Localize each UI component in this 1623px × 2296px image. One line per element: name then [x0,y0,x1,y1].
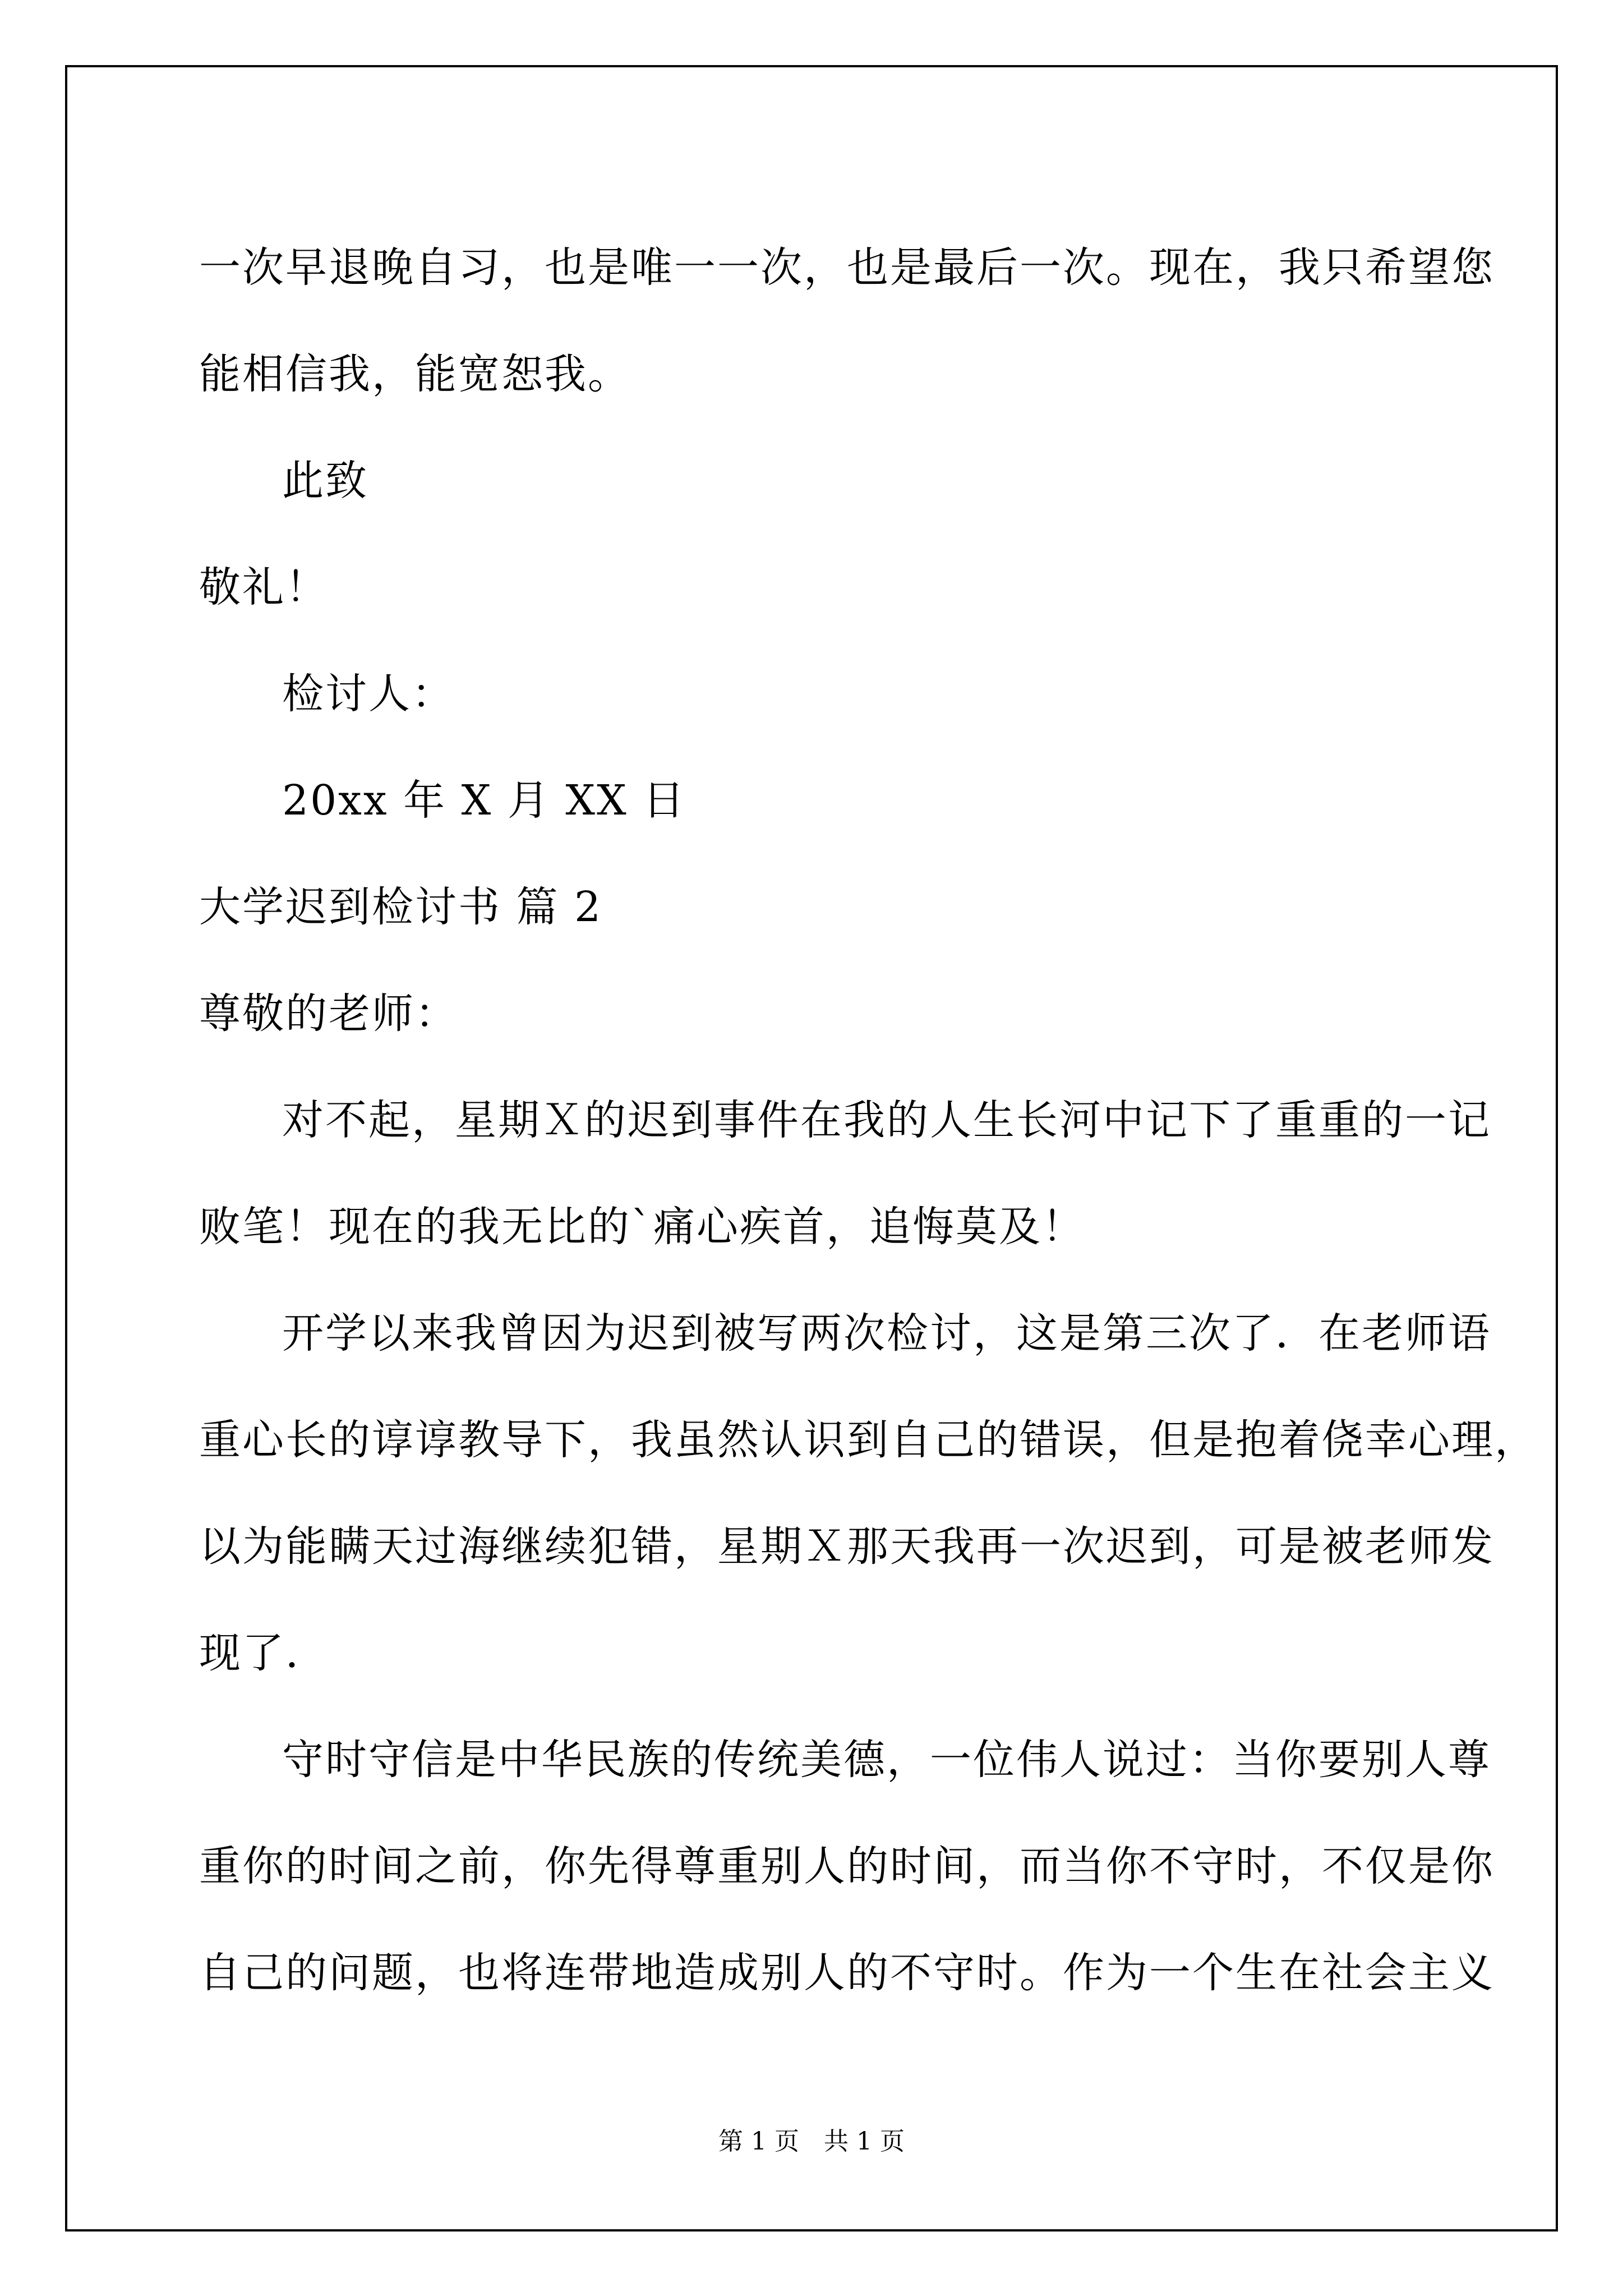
text-line: 20xx 年 X 月 XX 日 [282,776,686,825]
text-line: 现了． [199,1629,329,1677]
text-line: 对不起，星期Ｘ的迟到事件在我的人生长河中记下了重重的一记 [282,1096,1491,1144]
text-line: 一次早退晚自习，也是唯一一次，也是最后一次。现在，我只希望您 [199,243,1495,292]
text-line: 守时守信是中华民族的传统美德，一位伟人说过：当你要别人尊 [282,1736,1491,1784]
page-footer: 第 1 页 共 1 页 [718,2127,905,2156]
text-line: 重心长的谆谆教导下，我虽然认识到自己的错误，但是抱着侥幸心理， [199,1416,1538,1464]
document-body [199,214,1538,2026]
text-line: 败笔！现在的我无比的`痛心疾首，追悔莫及！ [199,1203,1085,1251]
text-line: 自己的问题，也将连带地造成别人的不守时。作为一个生在社会主义 [199,1949,1495,1997]
text-line: 敬礼！ [199,563,329,611]
text-line: 检讨人： [282,670,455,718]
text-line: 开学以来我曾因为迟到被写两次检讨，这是第三次了．在老师语 [282,1309,1491,1358]
section-heading: 大学迟到检讨书 篇 2 [199,883,603,931]
text-line: 重你的时间之前，你先得尊重别人的时间，而当你不守时，不仅是你 [199,1842,1495,1890]
text-line: 此致 [282,457,368,505]
salutation: 尊敬的老师： [199,990,458,1038]
text-line: 能相信我，能宽恕我。 [199,350,631,398]
text-line: 以为能瞒天过海继续犯错，星期Ｘ那天我再一次迟到，可是被老师发 [199,1522,1495,1571]
